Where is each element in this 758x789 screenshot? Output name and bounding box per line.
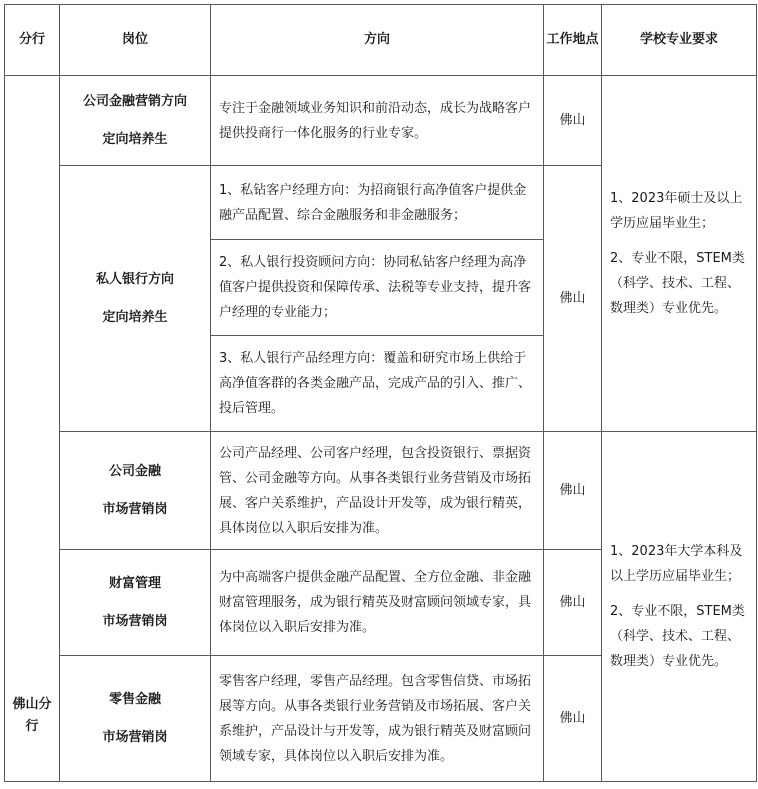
header-location: 工作地点: [544, 5, 602, 76]
location-cell: 佛山: [544, 166, 602, 432]
header-position: 岗位: [60, 5, 211, 76]
position-line: 定向培养生: [102, 309, 168, 325]
position-line: 定向培养生: [102, 131, 168, 147]
requirement-item: 1、2023年硕士及以上学历应届毕业生；: [610, 191, 743, 231]
position-line: 市场营销岗: [102, 501, 168, 517]
location-cell: 佛山: [544, 656, 602, 782]
location-cell: 佛山: [544, 76, 602, 166]
header-branch: 分行: [5, 5, 60, 76]
position-cell: [60, 76, 211, 166]
position-line: 市场营销岗: [102, 613, 168, 629]
header-direction: 方向: [211, 5, 544, 76]
header-major-requirement: 学校专业要求: [602, 5, 757, 76]
position-cell: [60, 166, 211, 432]
position-line: 公司金融营销方向: [82, 93, 187, 109]
position-line: 市场营销岗: [102, 729, 168, 745]
direction-cell: 为中高端客户提供金融产品配置、全方位金融、非金融财富管理服务，成为银行精英及财富顾问领域专家，具体岗位以入职后安排为准。: [211, 550, 544, 656]
location-cell: 佛山: [544, 432, 602, 550]
recruitment-table: [4, 4, 757, 782]
requirement-item: 1、2023年大学本科及以上学历应届毕业生；: [610, 544, 743, 584]
requirement-item: 2、专业不限，STEM类（科学、技术、工程、数理类）专业优先。: [610, 251, 745, 316]
direction-cell: 2、私人银行投资顾问方向：协同私钻客户经理为高净值客户提供投资和保障传承、法税等专业支持，提升客户经理的专业能力；: [211, 240, 544, 336]
direction-cell: 零售客户经理，零售产品经理。包含零售信贷、市场拓展等方向。从事各类银行业务营销及市场拓展、客户关系维护，产品设计与开发等，成为银行精英及财富顾问领域专家，具体岗位以入职后安排为准。: [211, 656, 544, 782]
table-row: [5, 432, 757, 550]
table-row: [5, 76, 757, 166]
table-header-row: [5, 5, 757, 76]
branch-name-cell: [5, 76, 60, 782]
position-cell: [60, 550, 211, 656]
requirement-item: 2、专业不限，STEM类（科学、技术、工程、数理类）专业优先。: [610, 604, 745, 669]
requirement-cell: [602, 432, 757, 782]
position-line: 财富管理: [108, 575, 161, 591]
direction-cell: 3、私人银行产品经理方向：覆盖和研究市场上供给于高净值客群的各类金融产品，完成产品的引入、推广、投后管理。: [211, 336, 544, 432]
branch-name: 佛山分行: [12, 697, 52, 734]
location-cell: 佛山: [544, 550, 602, 656]
position-line: 零售金融: [108, 691, 161, 707]
position-cell: [60, 656, 211, 782]
position-line: 私人银行方向: [95, 271, 174, 287]
requirement-cell: [602, 76, 757, 432]
direction-cell: 公司产品经理、公司客户经理，包含投资银行、票据资管、公司金融等方向。从事各类银行业务营销及市场拓展、客户关系维护，产品设计开发等，成为银行精英，具体岗位以入职后安排为准。: [211, 432, 544, 550]
direction-cell: 专注于金融领域业务知识和前沿动态，成长为战略客户提供投商行一体化服务的行业专家。: [211, 76, 544, 166]
position-cell: [60, 432, 211, 550]
position-line: 公司金融: [108, 463, 161, 479]
direction-cell: 1、私钻客户经理方向：为招商银行高净值客户提供金融产品配置、综合金融服务和非金融服务；: [211, 166, 544, 240]
